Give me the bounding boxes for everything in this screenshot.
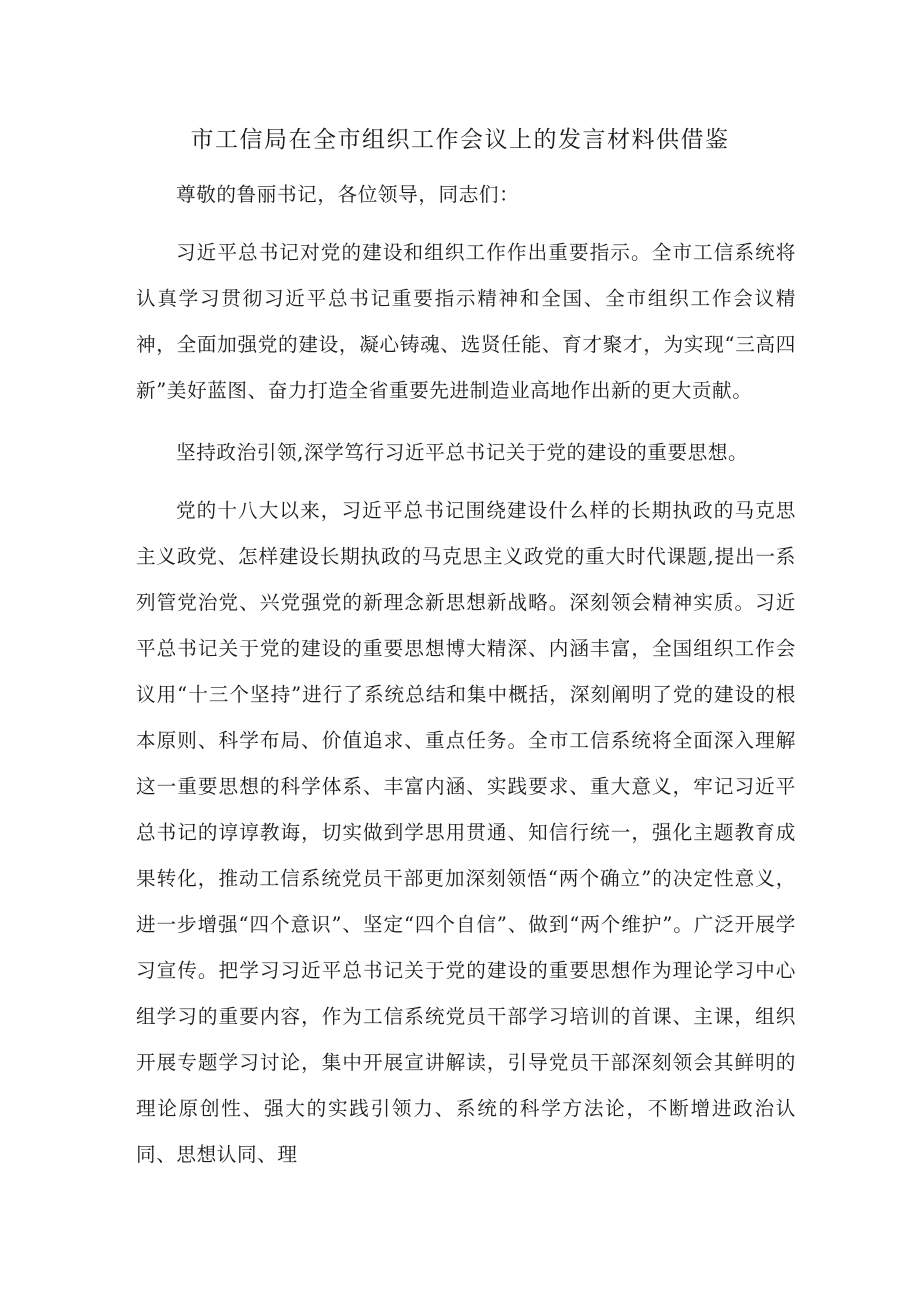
document-title: 市工信局在全市组织工作会议上的发言材料供借鉴 (190, 127, 730, 153)
body-paragraph: 党的十八大以来，习近平总书记围绕建设什么样的长期执政的马克思主义政党、怎样建设长期执政的马克思主义政党的重大时代课题,提出一系列管党治党、兴党强党的新理念新思想新战略。深刻领会精神实质。习近平总书记关于党的建设的重要思想博大精深、内涵丰富，全国组织工作会议用“十三个坚持”进行了系统总结和集中概括，深刻阐明了党的建设的根本原则、科学布局、价值追求、重点任务。全市工信系统将全面深入理解这一重要思想的科学体系、丰富内涵、实践要求、重大意义，牢记习近平总书记的谆谆教诲，切实做到学思用贯通、知信行统一，强化主题教育成果转化，推动工信系统党员干部更加深刻领悟“两个确立”的决定性意义，进一步增强“四个意识”、坚定“四个自信”、做到“两个维护”。广泛开展学习宣传。把学习习近平总书记关于党的建设的重要思想作为理论学习中心组学习的重要内容，作为工信系统党员干部学习培训的首课、主课，组织开展专题学习讨论，集中开展宣讲解读，引导党员干部深刻领会其鲜明的理论原创性、强大的实践引领力、系统的科学方法论，不断增进政治认同、思想认同、理 (136, 499, 796, 1166)
salutation-paragraph: 尊敬的鲁丽书记，各位领导，同志们： (176, 183, 520, 206)
section-heading-paragraph: 坚持政治引领,深学笃行习近平总书记关于党的建设的重要思想。 (176, 441, 749, 464)
intro-paragraph: 习近平总书记对党的建设和组织工作作出重要指示。全市工信系统将认真学习贯彻习近平总书记重要指示精神和全国、全市组织工作会议精神，全面加强党的建设，凝心铸魂、选贤任能、育才聚才，为实现“三高四新”美好蓝图、奋力打造全省重要先进制造业高地作出新的更大贡献。 (136, 241, 796, 402)
